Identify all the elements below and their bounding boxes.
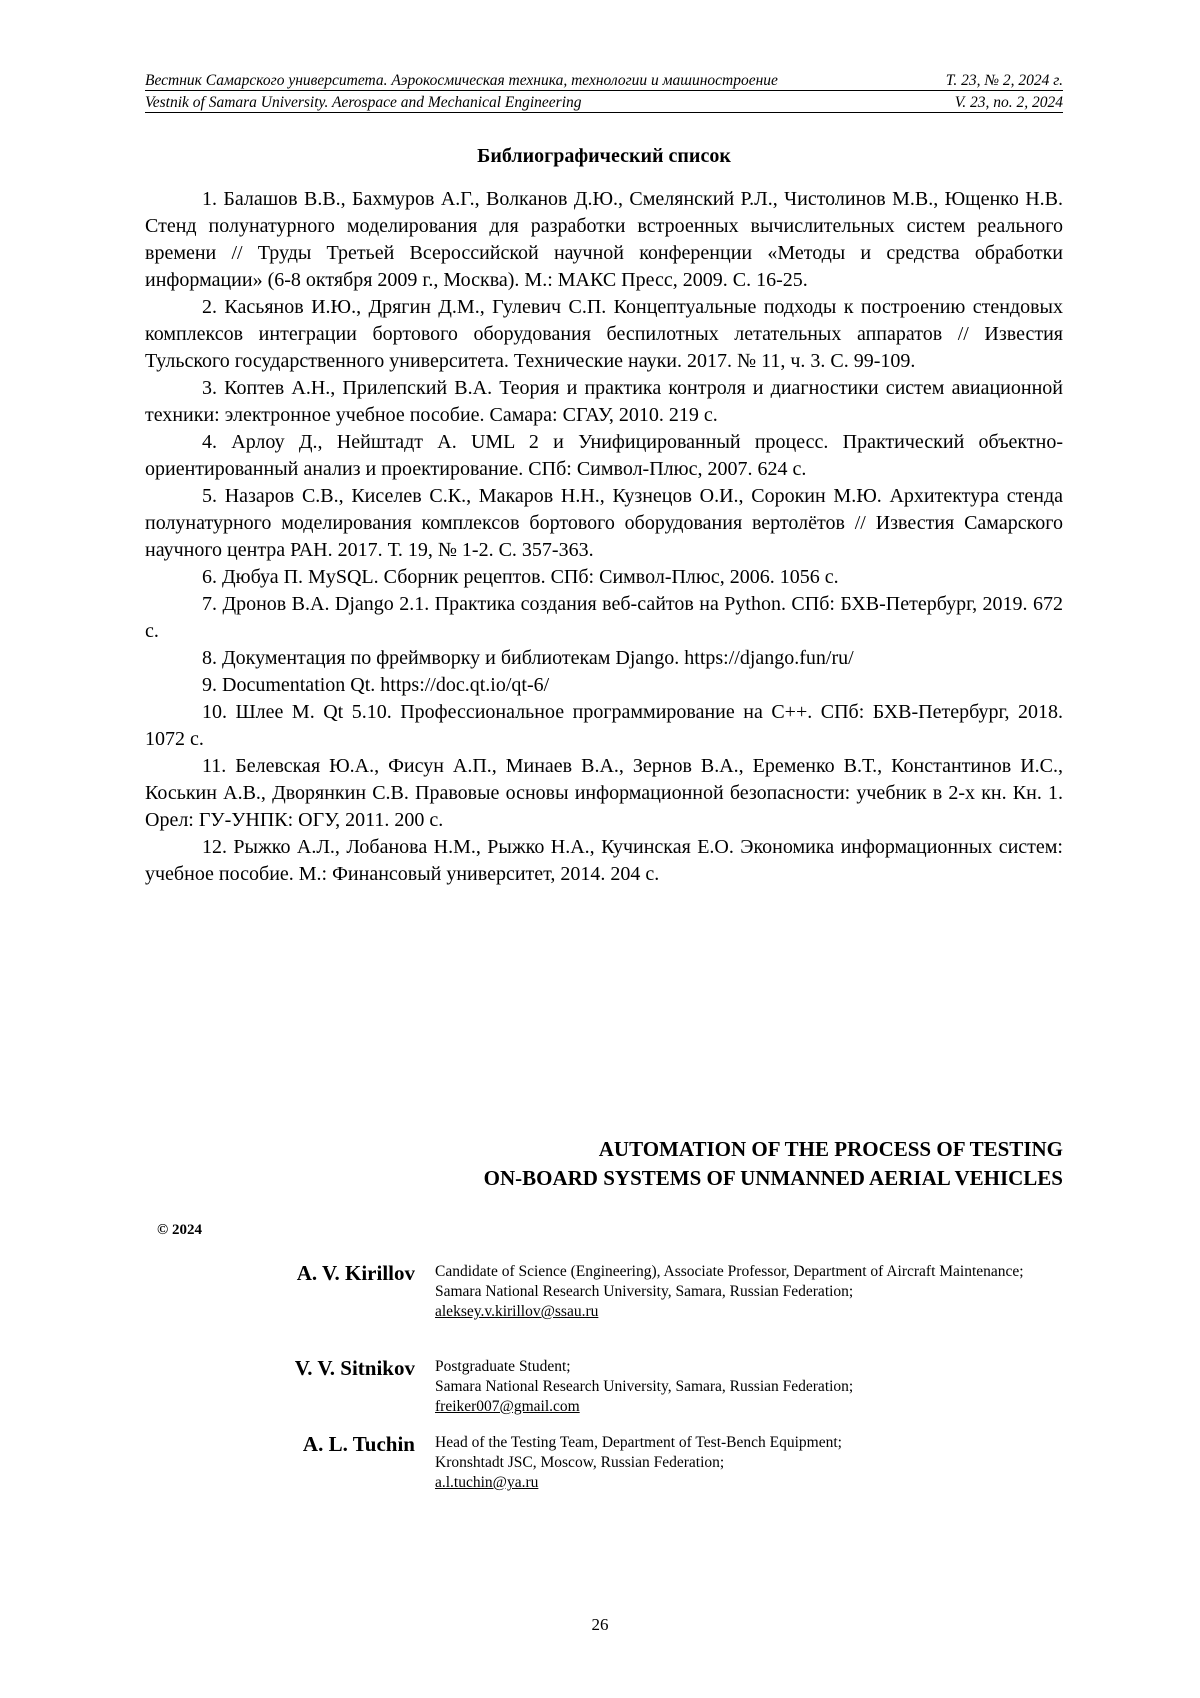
reference-item: 11. Белевская Ю.А., Фисун А.П., Минаев В.А., Зернов В.А., Еременко В.Т., Константинов И.С., Коськин А.В., Дворянкин С.В. Правовые основы информационной безопасности: учебник в 2-х кн. Кн. 1. Орел: ГУ-УНПК: ОГУ, 2011. 200 с. xyxy=(145,753,1063,834)
author-affiliation: Samara National Research University, Samara, Russian Federation; xyxy=(435,1282,1063,1302)
issue-ru: Т. 23, № 2, 2024 г. xyxy=(946,71,1063,90)
reference-item: 8. Документация по фреймворку и библиотекам Django. https://django.fun/ru/ xyxy=(145,645,1063,672)
author-email-link[interactable]: a.l.tuchin@ya.ru xyxy=(435,1474,538,1491)
journal-header-ru xyxy=(145,71,1063,91)
author-affiliation: Kronshtadt JSC, Moscow, Russian Federation; xyxy=(435,1453,1063,1473)
author-name: A. V. Kirillov xyxy=(145,1260,435,1322)
author-name: V. V. Sitnikov xyxy=(145,1355,435,1417)
title-line: ON-BOARD SYSTEMS OF UNMANNED AERIAL VEHICLES xyxy=(145,1164,1063,1193)
author-email-link[interactable]: freiker007@gmail.com xyxy=(435,1398,580,1415)
english-article-title xyxy=(145,1135,1063,1193)
reference-item: 7. Дронов В.А. Django 2.1. Практика создания веб-сайтов на Python. СПб: БХВ-Петербург, 2019. 672 с. xyxy=(145,591,1063,645)
issue-en: V. 23, no. 2, 2024 xyxy=(955,93,1063,112)
reference-item: 4. Арлоу Д., Нейштадт А. UML 2 и Унифицированный процесс. Практический объектно-ориентированный анализ и проектирование. СПб: Символ-Плюс, 2007. 624 с. xyxy=(145,429,1063,483)
reference-item: 3. Коптев А.Н., Прилепский В.А. Теория и практика контроля и диагностики систем авиационной техники: электронное учебное пособие. Самара: СГАУ, 2010. 219 с. xyxy=(145,375,1063,429)
reference-item: 2. Касьянов И.Ю., Дрягин Д.М., Гулевич С.П. Концептуальные подходы к построению стендовых комплексов интеграции бортового оборудования беспилотных летательных аппаратов // Известия Тульского государственного университета. Технические науки. 2017. № 11, ч. 3. С. 99-109. xyxy=(145,294,1063,375)
reference-item: 1. Балашов В.В., Бахмуров А.Г., Волканов Д.Ю., Смелянский Р.Л., Чистолинов М.В., Ющенко Н.В. Стенд полунатурного моделирования для разработки встроенных вычислительных систем реального времени // Труды Третьей Всероссийской научной конференции «Методы и средства обработки информации» (6-8 октября 2009 г., Москва). М.: МАКС Пресс, 2009. С. 16-25. xyxy=(145,186,1063,294)
journal-name-en: Vestnik of Samara University. Aerospace and Mechanical Engineering xyxy=(145,93,582,112)
author-position: Candidate of Science (Engineering), Associate Professor, Department of Aircraft Maintenance; xyxy=(435,1262,1063,1282)
author-email-link[interactable]: aleksey.v.kirillov@ssau.ru xyxy=(435,1303,598,1320)
journal-header-en xyxy=(145,93,1063,113)
author-block xyxy=(145,1431,1063,1493)
reference-item: 5. Назаров С.В., Киселев С.К., Макаров Н.Н., Кузнецов О.И., Сорокин М.Ю. Архитектура стенда полунатурного моделирования комплексов бортового оборудования вертолётов // Известия Самарского научного центра РАН. 2017. Т. 19, № 1-2. С. 357-363. xyxy=(145,483,1063,564)
copyright: © 2024 xyxy=(157,1222,202,1239)
author-position: Postgraduate Student; xyxy=(435,1357,1063,1377)
author-block xyxy=(145,1260,1063,1322)
reference-item: 12. Рыжко А.Л., Лобанова Н.М., Рыжко Н.А., Кучинская Е.О. Экономика информационных систем: учебное пособие. М.: Финансовый университет, 2014. 204 с. xyxy=(145,834,1063,888)
reference-item: 6. Дюбуа П. MySQL. Сборник рецептов. СПб: Символ-Плюс, 2006. 1056 с. xyxy=(145,564,1063,591)
author-position: Head of the Testing Team, Department of Test-Bench Equipment; xyxy=(435,1433,1063,1453)
bibliography-list xyxy=(145,186,1063,888)
reference-item: 10. Шлее М. Qt 5.10. Профессиональное программирование на C++. СПб: БХВ-Петербург, 2018. 1072 с. xyxy=(145,699,1063,753)
journal-name-ru: Вестник Самарского университета. Аэрокосмическая техника, технологии и машиностроение xyxy=(145,71,778,90)
author-name: A. L. Tuchin xyxy=(145,1431,435,1493)
title-line: AUTOMATION OF THE PROCESS OF TESTING xyxy=(145,1135,1063,1164)
page-number: 26 xyxy=(0,1615,1200,1635)
author-affiliation: Samara National Research University, Samara, Russian Federation; xyxy=(435,1377,1063,1397)
bibliography-title: Библиографический список xyxy=(145,145,1063,168)
reference-item: 9. Documentation Qt. https://doc.qt.io/qt-6/ xyxy=(145,672,1063,699)
author-block xyxy=(145,1355,1063,1417)
